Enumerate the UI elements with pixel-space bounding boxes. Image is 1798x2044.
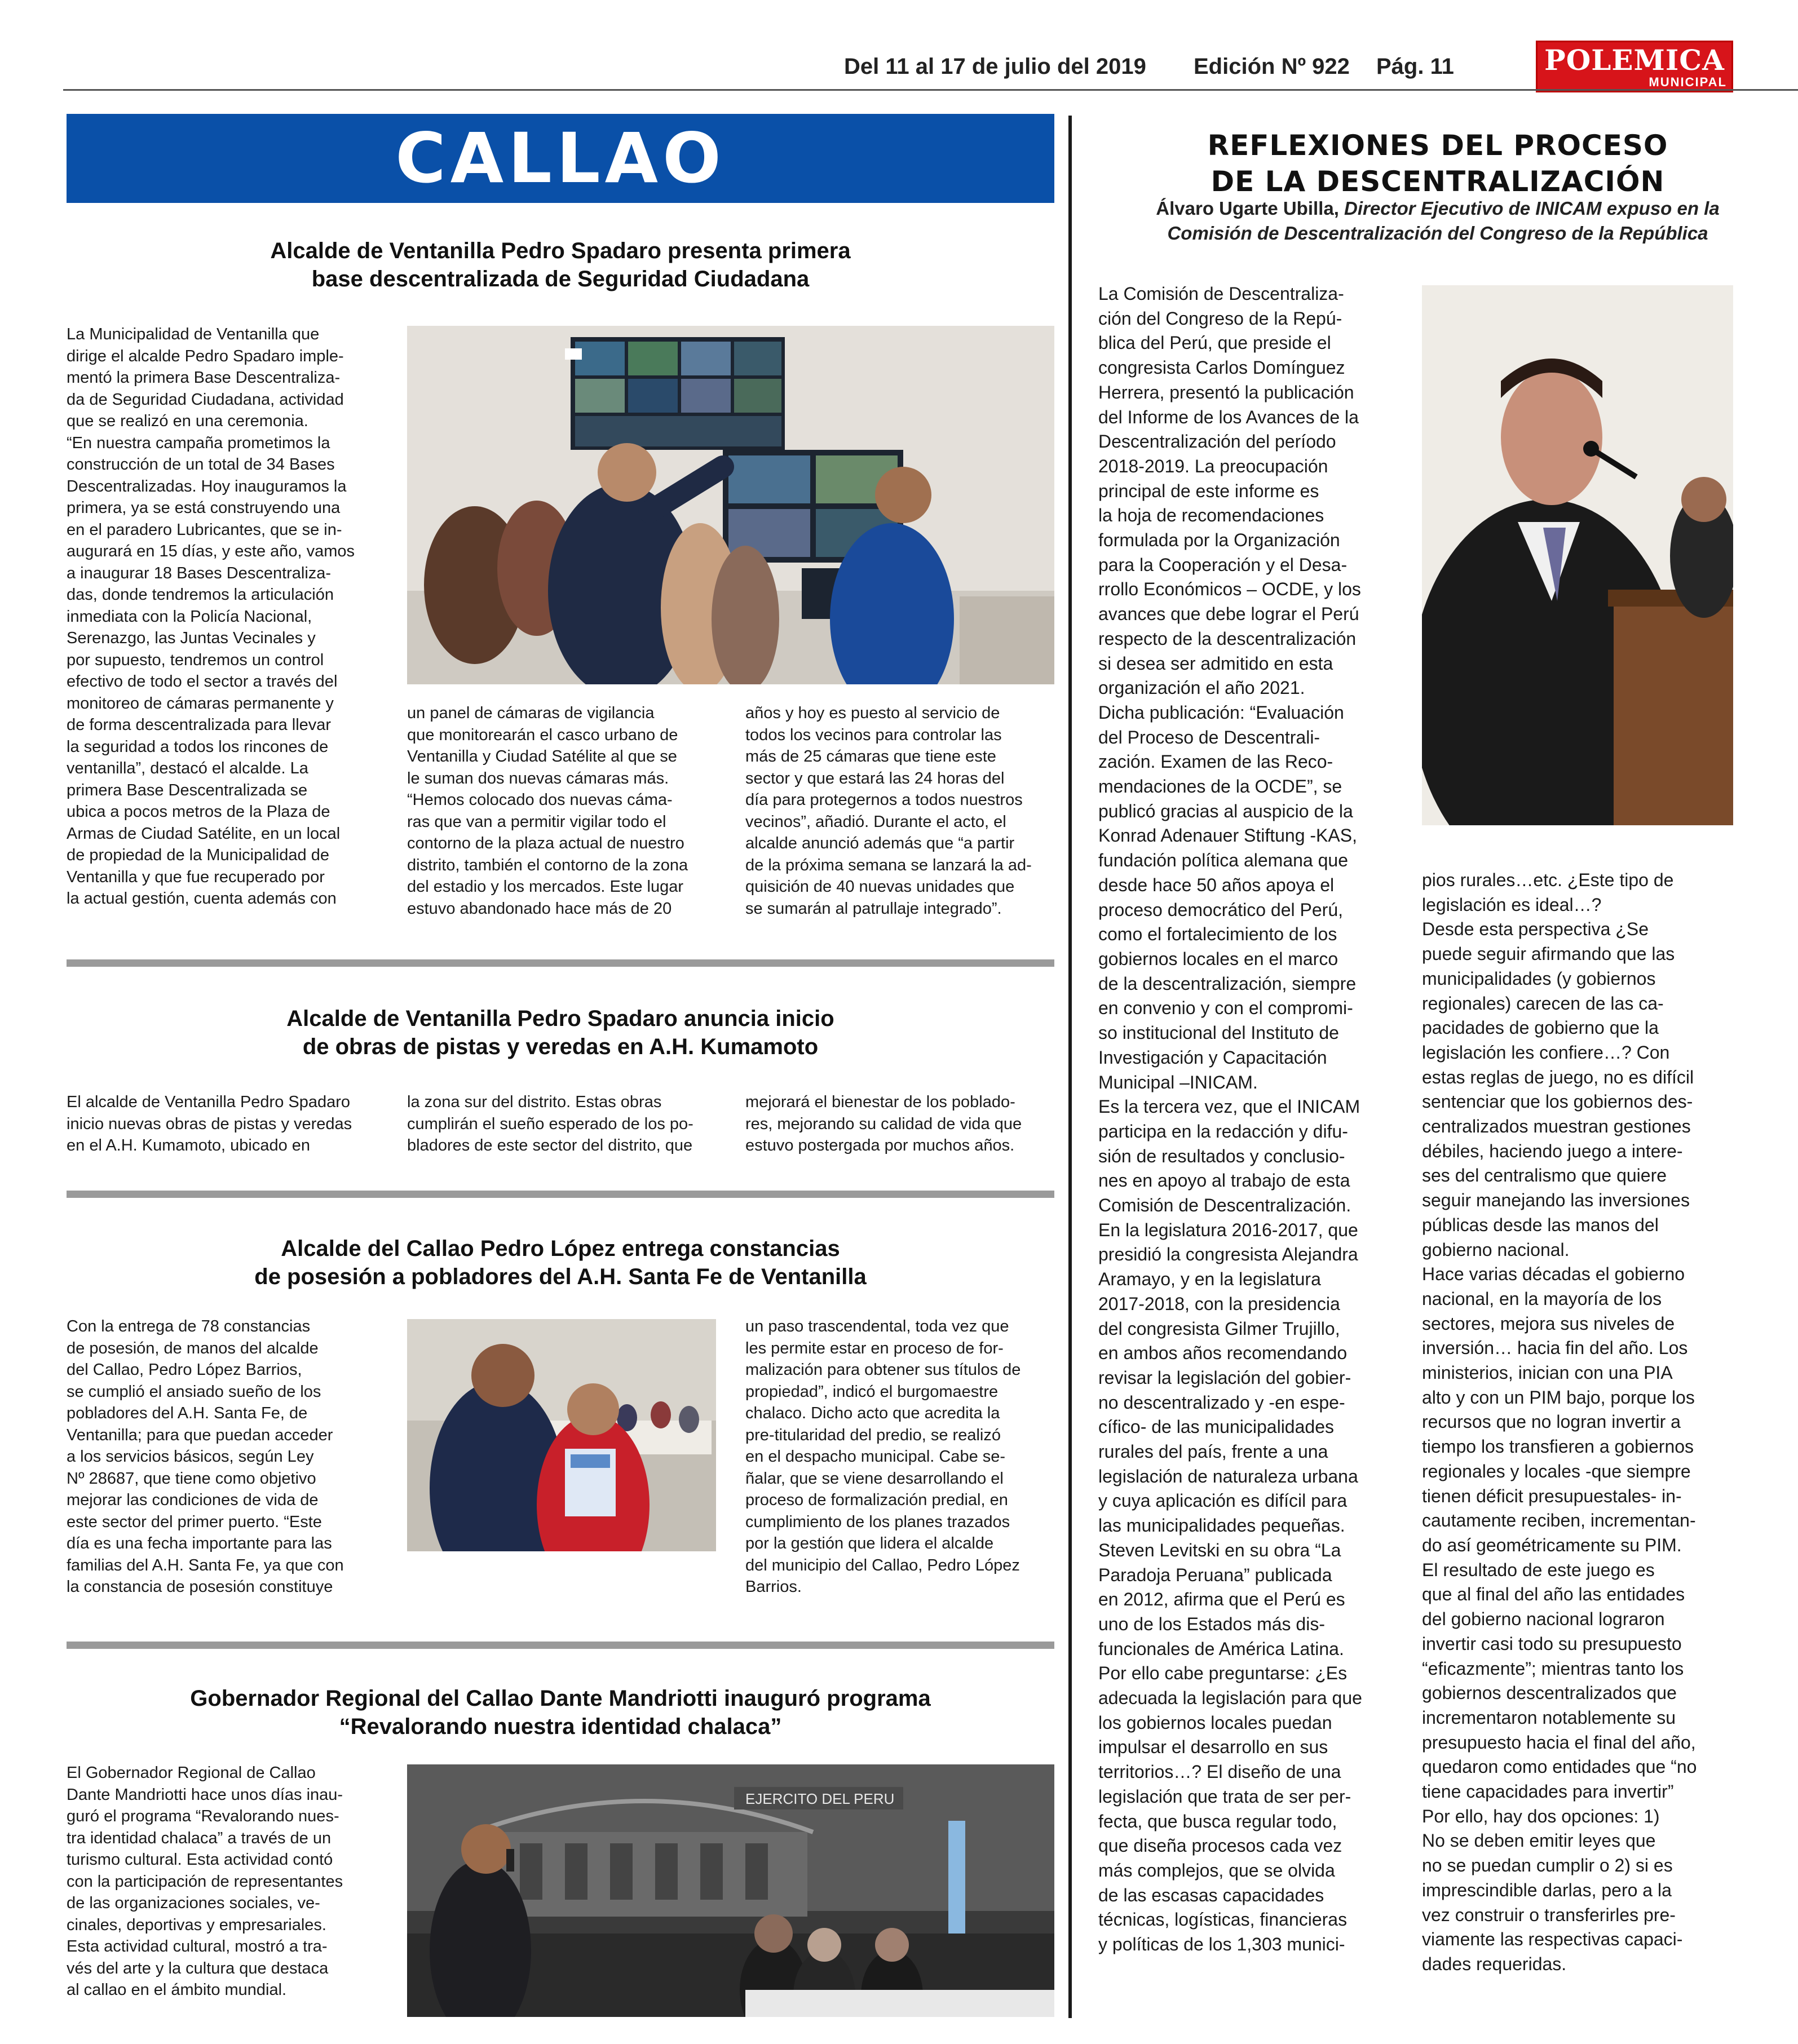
author-role: Director Ejecutivo de INICAM expuso en la: [1338, 198, 1720, 219]
article-2-col-1: El alcalde de Ventanilla Pedro Spadaro inicio nuevas obras de pistas y veredas en el A.H. Kumamoto, ubicado en: [67, 1093, 352, 1154]
article-4-col-1: El Gobernador Regional de Callao Dante Mandriotti hace unos días inau- guró el programa “Revalorando nues- tra identidad chalaca” a través de un turismo cultural. Esta actividad contó con la participación de representantes de las organizaciones sociales, ve- cinales, deportivas y empresariales. Esta actividad cultural, mostró a tra- vés del arte y la cultura que destaca al callao en el ámbito mundial.: [67, 1764, 343, 1999]
subtitle-line-2: Comisión de Descentralización del Congreso de la República: [1167, 223, 1708, 244]
author-name: Álvaro Ugarte Ubilla,: [1156, 198, 1339, 219]
article-1-col-1: La Municipalidad de Ventanilla que dirige el alcalde Pedro Spadaro imple- mentó la primera Base Descentraliza- da de Seguridad Ciudadana, actividad que se realizó en una ceremonia. “En nuestra campaña prometimos la construcción de un total de 34 Bases Descentralizadas. Hoy inauguramos la primera, ya se está construyendo una en el paradero Lubricantes, que se in- augurará en 15 días, y este año, vamos a inaugurar 18 Bases Descentraliza- das, donde tendremos la articulación inmediata con la Policía Nacional, Serenazgo, las Juntas Vecinales y por supuesto, tendremos un control efectivo de todo el sector a través del monitoreo de cámaras permanente y de forma descentralizada para llevar la seguridad a todos los rincones de ventanilla”, destacó el alcalde. La primera Base Descentralizada se ubica a pocos metros de la Plaza de Armas de Ciudad Satélite, en un local de propiedad de la Municipalidad de Ventanilla y que fue recuperado por la actual gestión, cuenta además con: [67, 325, 355, 908]
logo-sub-text: MUNICIPAL: [1649, 75, 1727, 89]
right-article-title: [1088, 127, 1787, 200]
article-separator: [67, 959, 1054, 967]
article-3-col-3: un paso trascendental, toda vez que les permite estar en proceso de for- malización para obtener sus títulos de propiedad”, indicó el burgomaestre chalaco. Dicho acto que acredita la pre-titularidad del predio, se realizó en el despacho municipal. Cabe se- ñalar, que se viene desarrollando el proceso de formalización predial, en cumplimiento de los planes trazados por la gestión que lidera el alcalde del municipio del Callao, Pedro López Barrios.: [745, 1317, 1021, 1596]
speaker-image: [1422, 285, 1733, 825]
headline-line: base descentralizada de Seguridad Ciudadana: [311, 267, 810, 291]
headline-line: Alcalde del Callao Pedro López entrega constancias: [281, 1236, 840, 1261]
right-article-subtitle: [1088, 196, 1787, 246]
governor-event-photo: [407, 1764, 1054, 2017]
security-center-photo: [407, 326, 1054, 684]
edition-number: Edición Nº 922: [1194, 54, 1350, 79]
photo-banner-text: EJERCITO DEL PERU: [745, 1790, 895, 1807]
article-3-headline: [67, 1235, 1054, 1291]
santa-fe-image: [407, 1319, 716, 1551]
security-center-image: [407, 326, 1054, 684]
header-rule: [63, 89, 1798, 91]
speaker-photo: [1422, 285, 1733, 825]
headline-line: Gobernador Regional del Callao Dante Mandriotti inauguró programa: [190, 1686, 931, 1711]
title-line: REFLEXIONES DEL PROCESO: [1207, 129, 1668, 162]
article-1-col-2: un panel de cámaras de vigilancia que monitorearán el casco urbano de Ventanilla y Ciudad Satélite al que se le suman dos nuevas cámaras más. “Hemos colocado dos nuevas cáma- ras que van a permitir vigilar todo el contorno de la plaza actual de nuestro distrito, también el contorno de la zona del estadio y los mercados. Este lugar estuvo abandonado hace más de 20: [407, 704, 688, 918]
logo-main-text: POLEMICA: [1544, 43, 1725, 77]
headline-line: de obras de pistas y veredas en A.H. Kumamoto: [302, 1034, 819, 1059]
right-article-col-2: pios rurales…etc. ¿Este tipo de legislación es ideal…? Desde esta perspectiva ¿Se puede seguir afirmando que las municipalidades (y gobiernos regionales) carecen de las ca- pacidades de gobierno que la legislación les confiere…? Con estas reglas de juego, no es difícil sentenciar que los gobiernos des- centralizados muestran gestiones débiles, haciendo juego a intere- ses del centralismo que quiere seguir manejando las inversiones públicas desde las manos del gobierno nacional. Hace varias décadas el gobierno nacional, en la mayoría de los sectores, mejora sus niveles de inversión… hacia fin del año. Los ministerios, inician con una PIA alto y con un PIM bajo, porque los recursos que no logran invertir a tiempo los transfieren a gobiernos regionales y locales -que siempre tienen déficit presupuestales- in- cautamente reciben, incrementan- do así geométricamente su PIM. El resultado de este juego es que al final del año las entidades del gobierno nacional lograron invertir casi todo su presupuesto “eficazmente”; mientras tanto los gobiernos descentralizados que incrementaron notablemente su presupuesto hacia el final del año, quedaron como entidades que “no tiene capacidades para invertir” Por ello, hay dos opciones: 1) No se deben emitir leyes que no se puedan cumplir o 2) si es imprescindible darlas, pero a la vez construir o transferirles pre- viamente las respectivas capaci- dades requeridas.: [1422, 870, 1697, 1974]
headline-line: Alcalde de Ventanilla Pedro Spadaro anuncia inicio: [286, 1006, 834, 1031]
headline-line: “Revalorando nuestra identidad chalaca”: [339, 1714, 782, 1739]
article-4-headline: [67, 1684, 1054, 1741]
title-line: DE LA DESCENTRALIZACIÓN: [1211, 165, 1665, 198]
section-title: CALLAO: [395, 118, 726, 198]
article-2-headline: [67, 1005, 1054, 1061]
governor-event-image: [407, 1764, 1054, 2017]
right-article-col-1: La Comisión de Descentraliza- ción del Congreso de la Repú- blica del Perú, que preside el congresista Carlos Domínguez Herrera, presentó la publicación del Informe de los Avances de la Descentralización del período 2018-2019. La preocupación principal de este informe es la hoja de recomendaciones formulada por la Organización para la Cooperación y el Desa- rrollo Económicos – OCDE, y los avances que debe lograr el Perú respecto de la descentralización si desea ser admitido en esta organización el año 2021. Dicha publicación: “Evaluación del Proceso de Descentrali- zación. Examen de las Reco- mendaciones de la OCDE”, se publicó gracias al auspicio de la Konrad Adenauer Stiftung -KAS, fundación política alemana que desde hace 50 años apoya el proceso democrático del Perú, como el fortalecimiento de los gobiernos locales en el marco de la descentralización, siempre en convenio y con el compromi- so institucional del Instituto de Investigación y Capacitación Municipal –INICAM. Es la tercera vez, que el INICAM participa en la redacción y difu- sión de resultados y conclusio- nes en apoyo al trabajo de esta Comisión de Descentralización. En la legislatura 2016-2017, que presidió la congresista Alejandra Aramayo, y en la legislatura 2017-2018, con la presidencia del congresista Gilmer Trujillo, en ambos años recomendando revisar la legislación del gobier- no descentralizado y -en espe- cífico- de las municipalidades rurales del país, frente a una legislación de naturaleza urbana y cuya aplicación es difícil para las municipalidades pequeñas. Steven Levitski en su obra “La Paradoja Peruana” publicada en 2012, afirma que el Perú es uno de los Estados más dis- funcionales de América Latina. Por ello cabe preguntarse: ¿Es adecuada la legislación para que los gobiernos locales puedan impulsar el desarrollo en sus territorios…? El diseño de una legislación que trata de ser per- fecta, que busca regular todo, que diseña procesos cada vez más complejos, que se olvida de las escasas capacidades técnicas, logísticas, financieras y políticas de los 1,303 munici-: [1098, 284, 1362, 1955]
section-banner: [67, 114, 1054, 203]
article-1-headline: [67, 237, 1054, 293]
article-3-col-1: Con la entrega de 78 constancias de posesión, de manos del alcalde del Callao, Pedro López Barrios, se cumplió el ansiado sueño de los pobladores del A.H. Santa Fe, de Ventanilla; para que puedan acceder a los servicios básicos, según Ley Nº 28687, que tiene como objetivo mejorar las condiciones de vida de este sector del primer puerto. “Este día es una fecha importante para las familias del A.H. Santa Fe, ya que con la constancia de posesión constituye: [67, 1317, 344, 1596]
newspaper-logo: [1536, 41, 1733, 92]
headline-line: de posesión a pobladores del A.H. Santa Fe de Ventanilla: [254, 1264, 867, 1289]
column-divider: [1068, 116, 1072, 2018]
article-2-col-3: mejorará el bienestar de los poblado- res, mejorando su calidad de vida que estuvo postergada por muchos años.: [745, 1093, 1022, 1154]
article-2-col-2: la zona sur del distrito. Estas obras cumplirán el sueño esperado de los po- bladores de este sector del distrito, que: [407, 1093, 693, 1154]
article-1-col-3: años y hoy es puesto al servicio de todos los vecinos para controlar las más de 25 cámaras que tiene este sector y que estará las 24 horas del día para protegernos a todos nuestros vecinos”, añadió. Durante el acto, el alcalde anunció además que “a partir de la próxima semana se lanzará la ad- quisición de 40 nuevas unidades que se sumarán al patrullaje integrado”.: [745, 704, 1032, 918]
article-separator: [67, 1642, 1054, 1649]
article-separator: [67, 1191, 1054, 1198]
headline-line: Alcalde de Ventanilla Pedro Spadaro presenta primera: [270, 238, 851, 263]
page-number: Pág. 11: [1376, 54, 1454, 79]
issue-date: Del 11 al 17 de julio del 2019: [844, 54, 1146, 79]
subtitle-line-1: [1088, 196, 1787, 221]
santa-fe-photo: [407, 1319, 716, 1551]
